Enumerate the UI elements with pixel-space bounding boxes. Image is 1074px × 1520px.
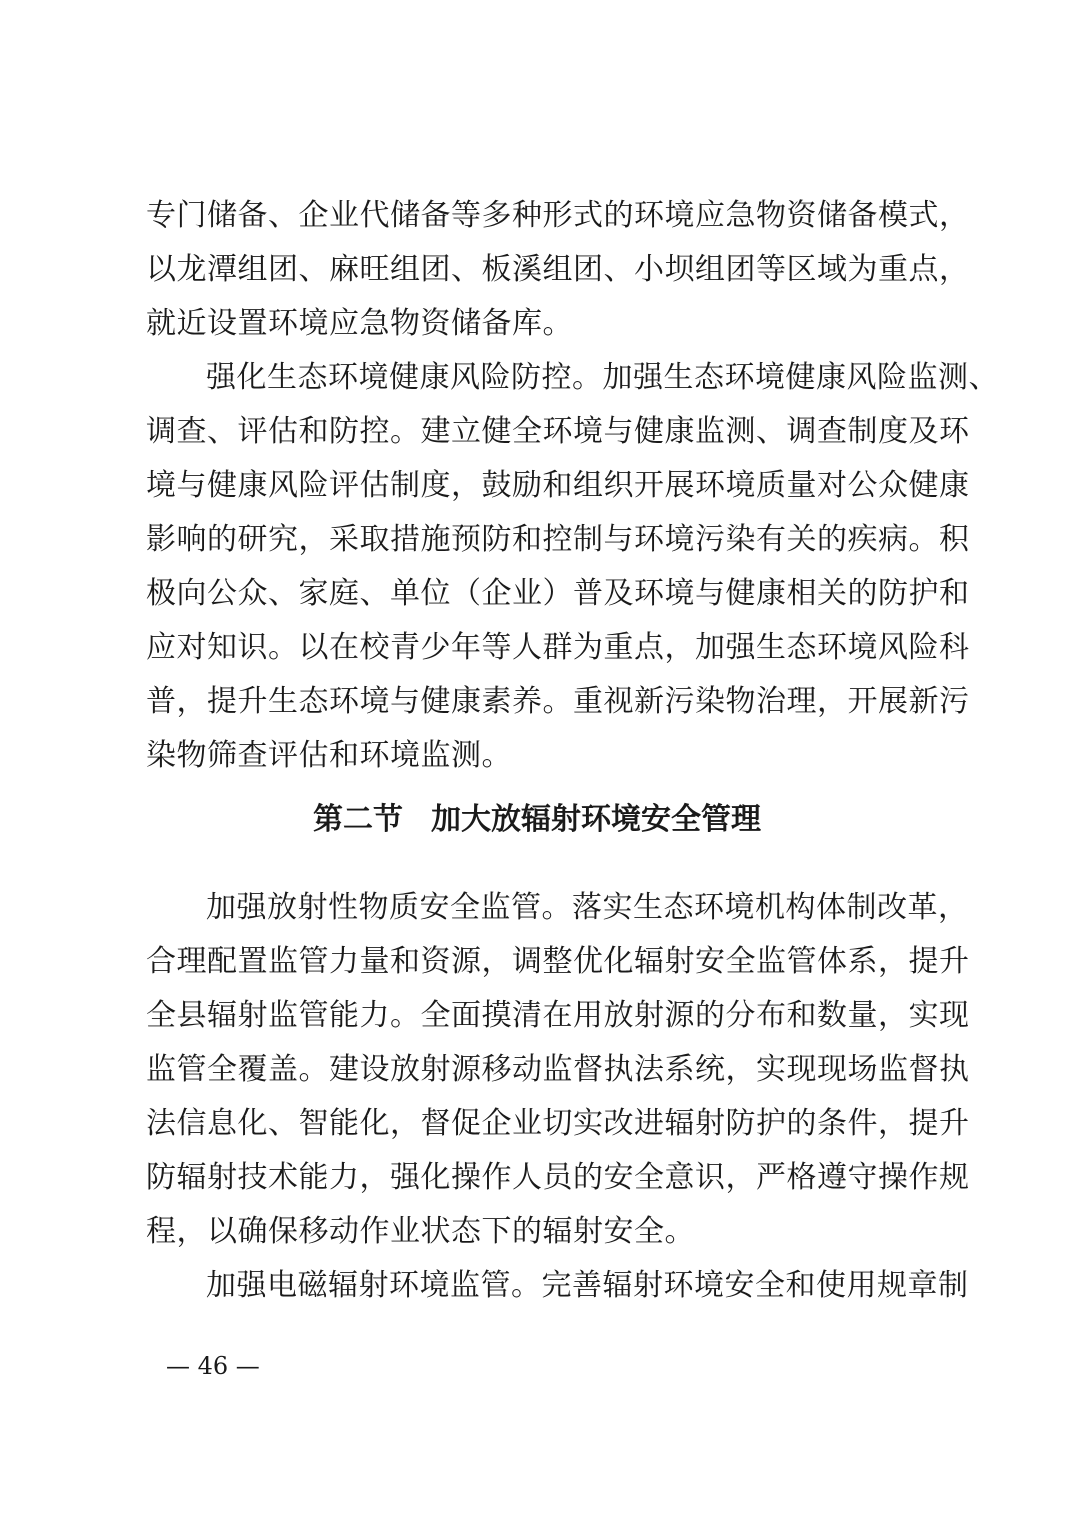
paragraph-line: 普，提升生态环境与健康素养。重视新污染物治理，开展新污 xyxy=(146,684,970,719)
paragraph-line: 就近设置环境应急物资储备库。 xyxy=(146,306,573,341)
paragraph-line: 程，以确保移动作业状态下的辐射安全。 xyxy=(146,1214,695,1249)
paragraph-line: 专门储备、企业代储备等多种形式的环境应急物资储备模式， xyxy=(146,198,970,233)
paragraph-line: 防辐射技术能力，强化操作人员的安全意识，严格遵守操作规 xyxy=(146,1160,970,1195)
paragraph-line: 加强电磁辐射环境监管。完善辐射环境安全和使用规章制 xyxy=(206,1268,969,1303)
paragraph-line: 境与健康风险评估制度，鼓励和组织开展环境质量对公众健康 xyxy=(146,468,970,503)
paragraph-line: 加强放射性物质安全监管。落实生态环境机构体制改革， xyxy=(206,890,969,925)
paragraph-line: 极向公众、家庭、单位（企业）普及环境与健康相关的防护和 xyxy=(146,576,970,611)
paragraph-line: 法信息化、智能化，督促企业切实改进辐射防护的条件，提升 xyxy=(146,1106,970,1141)
paragraph-line: 调查、评估和防控。建立健全环境与健康监测、调查制度及环 xyxy=(146,414,970,449)
section-number: 第二节 xyxy=(313,802,403,837)
section-title: 加大放辐射环境安全管理 xyxy=(431,802,761,837)
paragraph-line: 染物筛查评估和环境监测。 xyxy=(146,738,512,773)
paragraph-line: 以龙潭组团、麻旺组团、板溪组团、小坝组团等区域为重点， xyxy=(146,252,970,287)
paragraph-line: 全县辐射监管能力。全面摸清在用放射源的分布和数量，实现 xyxy=(146,998,970,1033)
paragraph-line: 监管全覆盖。建设放射源移动监督执法系统，实现现场监督执 xyxy=(146,1052,970,1087)
section-heading xyxy=(0,800,1074,840)
page-number: — 46 — xyxy=(166,1352,260,1380)
paragraph-line: 强化生态环境健康风险防控。加强生态环境健康风险监测、 xyxy=(206,360,999,395)
paragraph-line: 应对知识。以在校青少年等人群为重点，加强生态环境风险科 xyxy=(146,630,970,665)
paragraph-line: 影响的研究，采取措施预防和控制与环境污染有关的疾病。积 xyxy=(146,522,970,557)
paragraph-line: 合理配置监管力量和资源，调整优化辐射安全监管体系，提升 xyxy=(146,944,970,979)
